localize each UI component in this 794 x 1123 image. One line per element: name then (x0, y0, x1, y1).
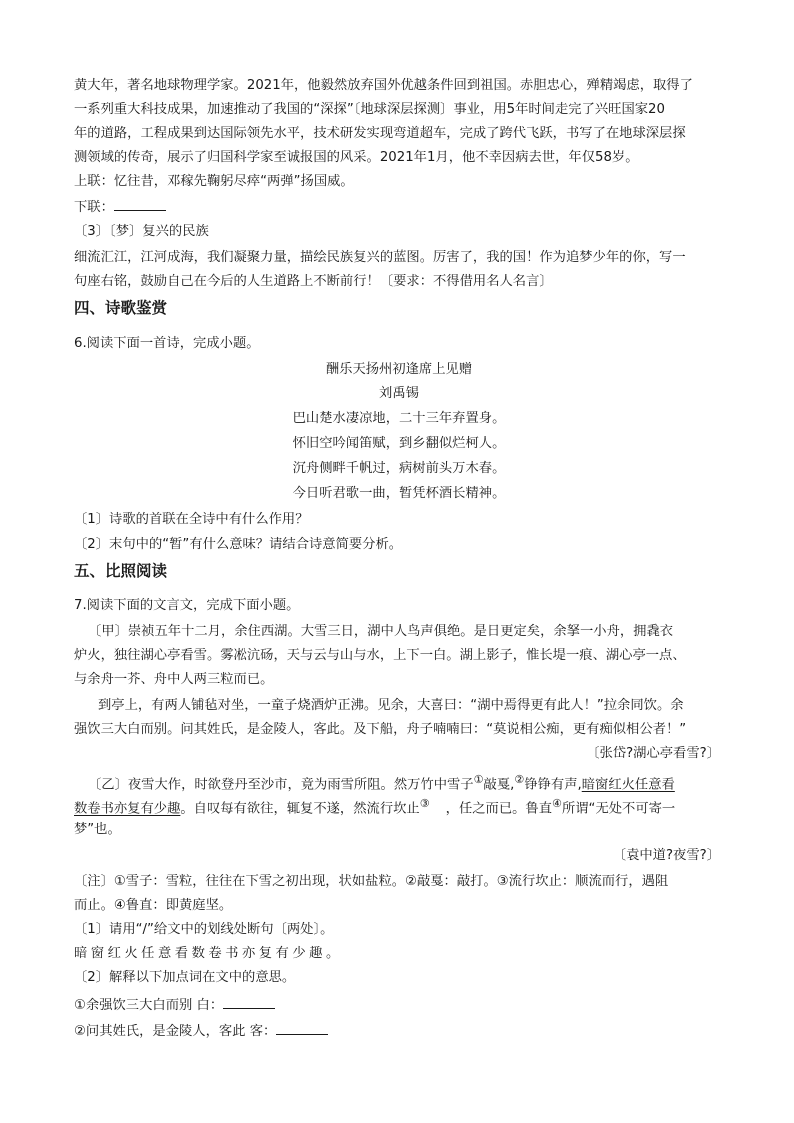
underlined-phrase: 数卷书亦复有少趣 (74, 801, 181, 817)
poem-line: 怀旧空吟闻笛赋，到乡翻似烂柯人。 (292, 436, 506, 451)
couplet-upper: 上联：忆往昔，邓稼先鞠躬尽瘁“两弹”扬国威。 (74, 174, 354, 189)
comparison-question-2: 〔2〕解释以下加点词在文中的意思。 (74, 970, 296, 985)
poem-title: 酬乐天扬州初逢席上见赠 (325, 362, 473, 377)
passage-jia-line: 到亭上，有两人铺毡对坐，一童子烧酒炉正沸。见余，大喜曰：“湖中焉得更有此人！”拉余同饮。余 (98, 698, 684, 713)
intro-line: 测领域的传奇，展示了归国科学家至诚报国的风采。2021年1月，他不幸因病去世，年仅58岁。 (74, 150, 639, 165)
passage-jia-line: 强饮三大白而别。问其姓氏，是金陵人，客此。及下船，舟子喃喃曰：“莫说相公痴，更有痴似相公者！” (74, 722, 687, 737)
passage-jia-line: 炉火，独往湖心亭看雪。雾凇沆砀，天与云与山与水，上下一白。湖上影子，惟长堤一痕、湖心亭一点、 (74, 648, 686, 663)
poetry-instruction: 6.阅读下面一首诗，完成小题。 (74, 336, 260, 351)
answer-blank[interactable] (276, 1020, 328, 1035)
answer-blank[interactable] (223, 994, 275, 1009)
passage-jia-line: 〔甲〕崇祯五年十二月，余住西湖。大雪三日，湖中人鸟声俱绝。是日更定矣，余拏一小舟，拥毳衣 (88, 624, 674, 639)
poem-line: 沉舟侧畔千帆过，病树前头万木春。 (292, 461, 506, 476)
intro-line: 一系列重大科技成果，加速推动了我国的“深探”〔地球深层探测〕事业，用5年时间走完了兴旺国家20 (74, 102, 665, 117)
couplet-lower-label: 下联： (74, 200, 114, 215)
answer-blank[interactable] (114, 196, 166, 211)
poem-line: 巴山楚水凄凉地，二十三年弃置身。 (292, 411, 506, 426)
vocab-item: ②问其姓氏，是金陵人，客此 客： (74, 1020, 328, 1042)
vocab-item: ①余强饮三大白而别 白： (74, 994, 275, 1016)
intro-line: 年的道路，工程成果到达国际领先水平，技术研发实现弯道超车，完成了跨代飞跃，书写了在地球深层探 (74, 126, 686, 141)
comparison-instruction: 7.阅读下面的文言文，完成下面小题。 (74, 598, 300, 613)
intro-line: 黄大年，著名地球物理学家。2021年，他毅然放弃国外优越条件回到祖国。赤胆忠心，殚精竭虑，取得了 (74, 78, 693, 93)
passage-yi-line: 梦”也。 (74, 822, 121, 837)
annotation-line: 而止。④鲁直：即黄庭坚。 (74, 898, 233, 913)
segmentation-text: 暗窗红火任意看数卷书亦复有少趣。 (74, 946, 343, 961)
couplet-lower (74, 196, 166, 218)
passage-jia-line: 与余舟一芥、舟中人两三粒而已。 (74, 672, 274, 687)
question-3-line: 细流汇江，江河成海，我们凝聚力量，描绘民族复兴的蓝图。厉害了，我的国！作为追梦少年的你，写一 (74, 250, 686, 265)
poetry-question: 〔2〕末句中的“暂”有什么意味？请结合诗意简要分析。 (74, 537, 403, 552)
passage-yi-source: 〔袁中道?夜雪?〕 (612, 848, 720, 863)
section-heading-comparison: 五、比照阅读 (74, 562, 168, 580)
passage-jia-source: 〔张岱?湖心亭看雪?〕 (586, 746, 720, 761)
question-3-title: 〔3〕〔梦〕复兴的民族 (74, 224, 209, 239)
annotation-line: 〔注〕①雪子：雪粒，往往在下雪之初出现，状如盐粒。②敲戛：敲打。③流行坎止：顺流而行，遇阻 (74, 874, 669, 889)
question-3-line: 句座右铭，鼓励自己在今后的人生道路上不断前行！〔要求：不得借用名人名言〕 (74, 274, 553, 289)
section-heading-poetry: 四、诗歌鉴赏 (74, 299, 168, 317)
comparison-question-1: 〔1〕请用“/”给文中的划线处断句〔两处〕。 (74, 922, 334, 937)
underlined-phrase: 暗窗红火任意看 (581, 777, 675, 793)
passage-yi-line: 数卷书亦复有少趣。自叹每有欲往，辄复不遂，然流行坎止③ ，任之而已。鲁直④所谓“无处不可寄一 (74, 797, 676, 817)
poem-line: 今日听君歌一曲，暂凭杯酒长精神。 (292, 486, 506, 501)
passage-yi-line: 〔乙〕夜雪大作，时欲登丹至沙市，竟为雨雪所阻。然万竹中雪子①敲戛,②铮铮有声,暗窗红火任意看 (88, 773, 675, 793)
poetry-question: 〔1〕诗歌的首联在全诗中有什么作用？ (74, 512, 309, 527)
poem-author: 刘禹锡 (379, 386, 419, 401)
